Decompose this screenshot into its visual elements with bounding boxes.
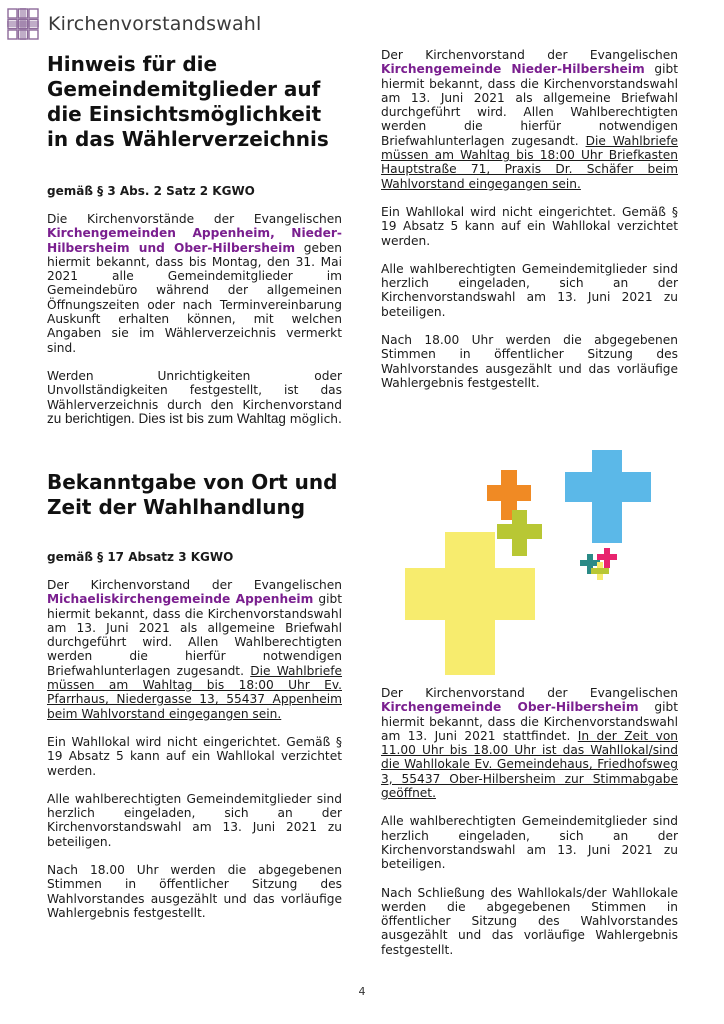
paragraph: Ein Wahllokal wird nicht eingerichtet. Gemäß § 19 Absatz 5 kann auf ein Wahllokal verzichtet werden.	[47, 734, 342, 778]
highlighted-parish: Kirchengemeinde Ober-Hilbersheim	[381, 700, 639, 715]
highlighted-parish: Michaeliskirchengemeinde Appenheim	[47, 592, 314, 607]
header-title: Kirchenvorstandswahl	[48, 13, 262, 35]
section-ober-hilbersheim	[381, 686, 678, 957]
paragraph: Nach Schließung des Wahllokals/der Wahllokale werden die abgegebenen Stimmen in öffentlicher Sitzung des Wahlvorstandes ausgezählt und das vorläufige Wahlergebnis festgestellt.	[381, 885, 678, 957]
paragraph: Nach 18.00 Uhr werden die abgegebenen Stimmen in öffentlicher Sitzung des Wahlvorstandes ausgezählt und das vorläufige Wahlergebnis festgestellt.	[47, 863, 342, 920]
highlighted-parish: Kirchengemeinde Nieder-Hilbersheim	[381, 62, 645, 77]
paragraph	[47, 578, 342, 721]
section-title: Bekanntgabe von Ort und Zeit der Wahlhandlung	[47, 470, 338, 519]
section-nieder-hilbersheim	[381, 48, 678, 390]
colored-crosses-illustration	[405, 450, 670, 675]
page-header	[6, 6, 262, 42]
text: geben hiermit bekannt, dass bis Montag, den 31. Mai 2021 alle Gemeindemitglieder im Gemeindebüro während der allgemeinen Öffnungszeiten oder nach Terminvereinbarung Auskunft erhalten können, mit welchen Angaben sie im Wählerverzeichnis vermerkt sind.	[47, 240, 342, 355]
section-title: Hinweis für die Gemeindemitglieder auf die Einsichtsmöglichkeit in das Wählerverzeichnis	[47, 52, 329, 151]
underlined-deadline: Die Wahlbriefe müssen am Wahltag bis 18:00 Uhr Ev. Pfarrhaus, Niedergasse 13, 55437 Appenheim beim Wahlvorstand eingegangen sein.	[47, 663, 343, 721]
church-cross-grid-icon	[6, 7, 40, 41]
legal-reference: gemäß § 3 Abs. 2 Satz 2 KGWO	[47, 184, 255, 198]
small-multicolor-cross-icon	[580, 548, 617, 580]
text: gibt hiermit bekannt, dass die Kirchenvorstandswahl am 13. Juni 2021 als allgemeine Briefwahl durchgeführt wird. Allen Wahlberechtigten werden die hierfür notwendigen Briefwahlunterlagen zugesandt.	[47, 592, 342, 678]
section-einsicht	[47, 52, 342, 426]
text: möglich.	[289, 411, 342, 426]
paragraph: Ein Wahllokal wird nicht eingerichtet. Gemäß § 19 Absatz 5 kann auf ein Wahllokal verzichtet werden.	[381, 204, 678, 248]
text: gibt hiermit bekannt, dass die Kirchenvorstandswahl am 13. Juni 2021 als allgemeine Briefwahl durchgeführt wird. Allen Wahlberechtigten werden die hierfür notwendigen Briefwahlunterlagen zugesandt.	[381, 62, 678, 148]
legal-reference: gemäß § 17 Absatz 3 KGWO	[47, 550, 234, 564]
paragraph	[47, 369, 342, 426]
highlighted-parishes: Kirchengemeinden Appenheim, Nieder-Hilbersheim und Ober-Hilbersheim	[47, 226, 342, 255]
text: Der Kirchenvorstand der Evangelischen	[381, 686, 678, 700]
text: Werden Unrichtigkeiten oder Unvollständigkeiten festgestellt, ist das Wählerverzeichnis durch den Kirchenvorstand	[47, 368, 342, 412]
underlined-opening-hours: In der Zeit von 11.00 Uhr bis 18.00 Uhr ist das Wahllokal/sind die Wahllokale Ev. Gemeindehaus, Friedhofsweg 3, 55437 Ober-Hilbersheim zur Stimmabgabe geöffnet.	[381, 728, 679, 801]
text: zu berichtigen. Dies ist bis zum Wahltag	[47, 410, 286, 426]
paragraph	[381, 686, 678, 800]
text: Der Kirchenvorstand der Evangelischen	[47, 578, 342, 592]
paragraph: Nach 18.00 Uhr werden die abgegebenen Stimmen in öffentlicher Sitzung des Wahlvorstandes ausgezählt und das vorläufige Wahlergebnis festgestellt.	[381, 333, 678, 390]
text: Die Kirchenvorstände der Evangelischen	[47, 212, 342, 226]
paragraph	[47, 212, 342, 355]
paragraph: Alle wahlberechtigten Gemeindemitglieder sind herzlich eingeladen, sich an der Kirchenvorstandswahl am 13. Juni 2021 zu beteiligen.	[381, 261, 678, 319]
paragraph	[381, 48, 678, 191]
underlined-deadline: Die Wahlbriefe müssen am Wahltag bis 18:00 Uhr Briefkasten Hauptstraße 71, Praxis Dr. Schäfer beim Wahlvorstand eingegangen sein.	[381, 133, 679, 191]
blue-cross-icon	[565, 450, 651, 543]
text: Der Kirchenvorstand der Evangelischen	[381, 48, 678, 62]
section-bekanntgabe	[47, 470, 342, 920]
paragraph: Alle wahlberechtigten Gemeindemitglieder sind herzlich eingeladen, sich an der Kirchenvorstandswahl am 13. Juni 2021 zu beteiligen.	[381, 814, 678, 872]
text: gibt hiermit bekannt, dass die Kirchenvorstandswahl am 13. Juni 2021 stattfindet.	[381, 700, 678, 743]
paragraph: Alle wahlberechtigten Gemeindemitglieder sind herzlich eingeladen, sich an der Kirchenvorstandswahl am 13. Juni 2021 zu beteiligen.	[47, 791, 342, 849]
page-number: 4	[358, 985, 366, 998]
